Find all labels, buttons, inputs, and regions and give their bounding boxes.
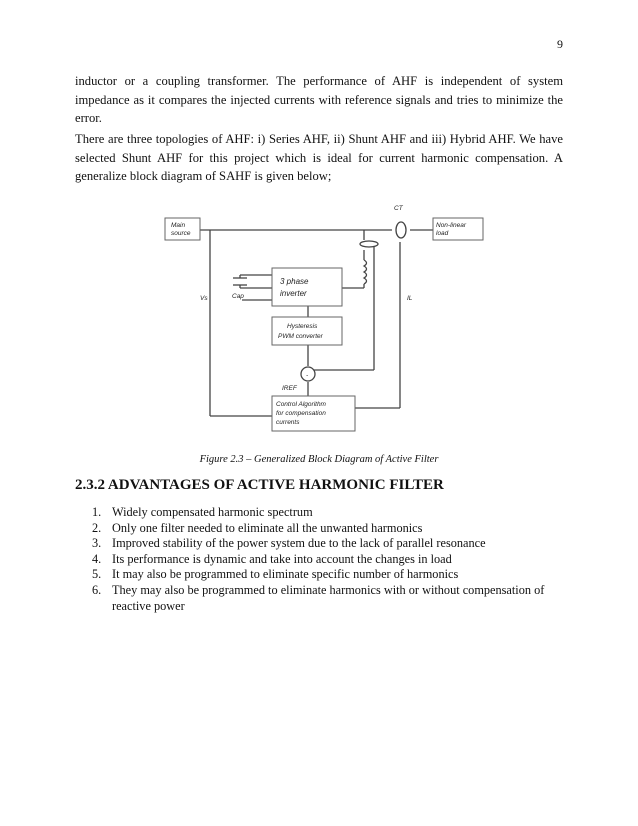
block-diagram xyxy=(160,200,490,440)
control-label-3: currents xyxy=(276,419,300,426)
list-text: Widely compensated harmonic spectrum xyxy=(112,505,313,519)
list-text: It may also be programmed to eliminate specific number of harmonics xyxy=(112,567,459,582)
current-transformer-icon xyxy=(396,222,406,238)
list-number: 3. xyxy=(92,536,102,551)
main-source-label-1: Main xyxy=(171,222,186,229)
list-item xyxy=(75,583,575,614)
list-number: 1. xyxy=(92,505,102,519)
advantages-list xyxy=(75,505,575,614)
list-text: Improved stability of the power system due to the lack of parallel resonance xyxy=(112,536,486,551)
nonlinear-label-1: Non-linear xyxy=(436,222,466,229)
inverter-block xyxy=(272,268,342,306)
cap-label: Cap xyxy=(232,293,244,300)
hysteresis-label-1: Hysteresis xyxy=(287,323,318,330)
ct-label: CT xyxy=(394,205,403,212)
page-number: 9 xyxy=(557,37,563,51)
summer-sign: - xyxy=(306,372,309,379)
hysteresis-label-2: PWM converter xyxy=(278,333,323,340)
list-number: 4. xyxy=(92,551,102,566)
paragraph-1: inductor or a coupling transformer. The performance of AHF is independent of system impedance as it compares the injected currents with reference signals and tries to minimize the error. xyxy=(75,74,563,125)
list-item xyxy=(75,567,575,583)
section-heading: 2.3.2 ADVANTAGES OF ACTIVE HARMONIC FILTER xyxy=(75,477,444,493)
control-label-2: for compensation xyxy=(276,410,326,417)
list-item xyxy=(75,536,575,552)
list-text: Its performance is dynamic and take into account the changes in load xyxy=(112,551,452,566)
control-label-1: Control Algorithm xyxy=(276,401,326,408)
sensor-ring-icon xyxy=(360,241,378,247)
inverter-label-1: 3 phase xyxy=(280,277,309,286)
vs-label: Vs xyxy=(200,295,208,302)
iref-label: IREF xyxy=(282,385,297,392)
figure-caption: Figure 2.3 – Generalized Block Diagram of Active Filter xyxy=(199,454,439,465)
list-item xyxy=(75,505,575,521)
list-number: 6. xyxy=(92,582,102,597)
list-item xyxy=(75,552,575,568)
block-diagram-figure xyxy=(160,200,490,440)
list-number: 2. xyxy=(92,520,102,535)
hysteresis-block xyxy=(272,317,342,345)
nonlinear-label-2: load xyxy=(436,230,449,237)
paragraph-2: There are three topologies of AHF: i) Series AHF, ii) Shunt AHF and iii) Hybrid AHF. We have selected Shunt AHF for this project which is ideal for current harmonic compensation. A generalize block diagram of SAHF is given below; xyxy=(75,132,563,183)
list-text: They may also be programmed to eliminate harmonics with or without compensation of reactive power xyxy=(112,582,545,613)
list-number: 5. xyxy=(92,567,102,582)
main-source-label-2: source xyxy=(171,230,191,237)
list-item xyxy=(75,521,575,537)
inverter-label-2: inverter xyxy=(280,289,307,298)
il-label: IL xyxy=(407,295,413,302)
list-text: Only one filter needed to eliminate all the unwanted harmonics xyxy=(112,520,423,535)
